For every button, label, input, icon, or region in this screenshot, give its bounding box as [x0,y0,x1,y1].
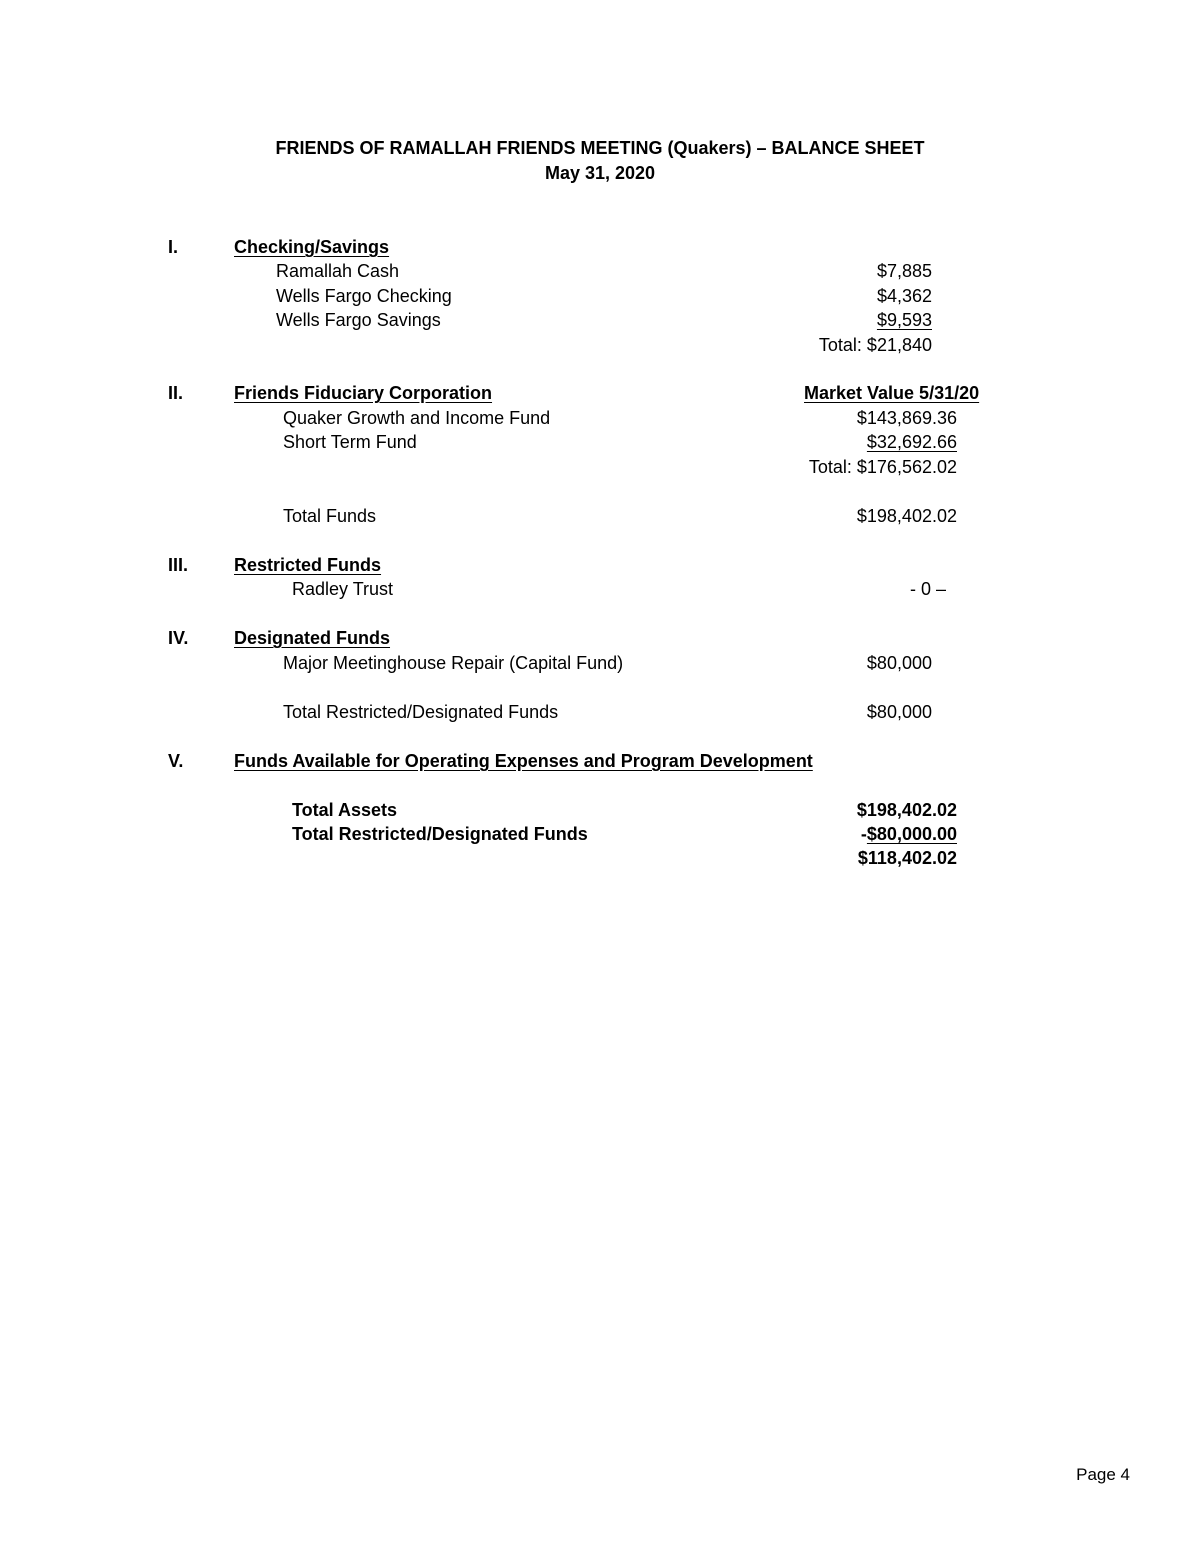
item-value-wells-fargo-savings: $9,593 [876,310,932,330]
section-numeral-iii: III. [168,555,189,575]
section-total-checking-savings: Total: $21,840 [818,335,932,355]
funds-available-value: $118,402.02 [857,848,957,868]
item-label-meetinghouse-repair: Major Meetinghouse Repair (Capital Fund) [283,653,624,673]
section-heading-friends-fiduciary: Friends Fiduciary Corporation [234,383,493,403]
item-label-ramallah-cash: Ramallah Cash [276,261,400,281]
total-restricted-designated-value: $80,000 [866,702,932,722]
section-heading-checking-savings: Checking/Savings [234,237,390,257]
section-heading-restricted-funds: Restricted Funds [234,555,382,575]
total-funds-value: $198,402.02 [856,506,957,526]
total-assets-label: Total Assets [292,800,398,820]
section-heading-funds-available: Funds Available for Operating Expenses and Program Development [234,751,813,771]
item-label-short-term-fund: Short Term Fund [283,432,417,452]
page-number: Page 4 [1076,1465,1130,1484]
restricted-designated-label: Total Restricted/Designated Funds [292,824,588,844]
section-total-fiduciary: Total: $176,562.02 [808,457,957,477]
item-label-wells-fargo-savings: Wells Fargo Savings [276,310,441,330]
item-value-wells-fargo-checking: $4,362 [876,286,932,306]
item-label-radley-trust: Radley Trust [292,579,394,599]
item-value-short-term-fund-wrap [720,431,957,453]
item-value-short-term-fund: $32,692.66 [866,432,957,452]
total-funds-label: Total Funds [283,506,377,526]
item-value-radley-trust: - 0 – [909,579,946,599]
restricted-designated-value-wrap [720,823,957,845]
total-assets-value: $198,402.02 [856,800,957,820]
section-numeral-i: I. [168,237,179,257]
item-value-wells-fargo-savings-wrap [700,309,932,331]
section-heading-designated-funds: Designated Funds [234,628,391,648]
report-date: May 31, 2020 [544,163,656,183]
section-numeral-iv: IV. [168,628,189,648]
item-label-wells-fargo-checking: Wells Fargo Checking [276,286,452,306]
column-header-market-value: Market Value 5/31/20 [804,383,980,403]
restricted-designated-value: $80,000.00 [866,824,957,844]
item-value-ramallah-cash: $7,885 [876,261,932,281]
page-title: FRIENDS OF RAMALLAH FRIENDS MEETING (Quakers) – BALANCE SHEET [275,138,925,158]
item-label-quaker-growth-fund: Quaker Growth and Income Fund [283,408,551,428]
minus-sign: - [860,824,867,844]
section-numeral-v: V. [168,751,184,771]
item-value-quaker-growth-fund: $143,869.36 [856,408,957,428]
item-value-meetinghouse-repair: $80,000 [866,653,932,673]
total-restricted-designated-label: Total Restricted/Designated Funds [283,702,559,722]
section-numeral-ii: II. [168,383,184,403]
